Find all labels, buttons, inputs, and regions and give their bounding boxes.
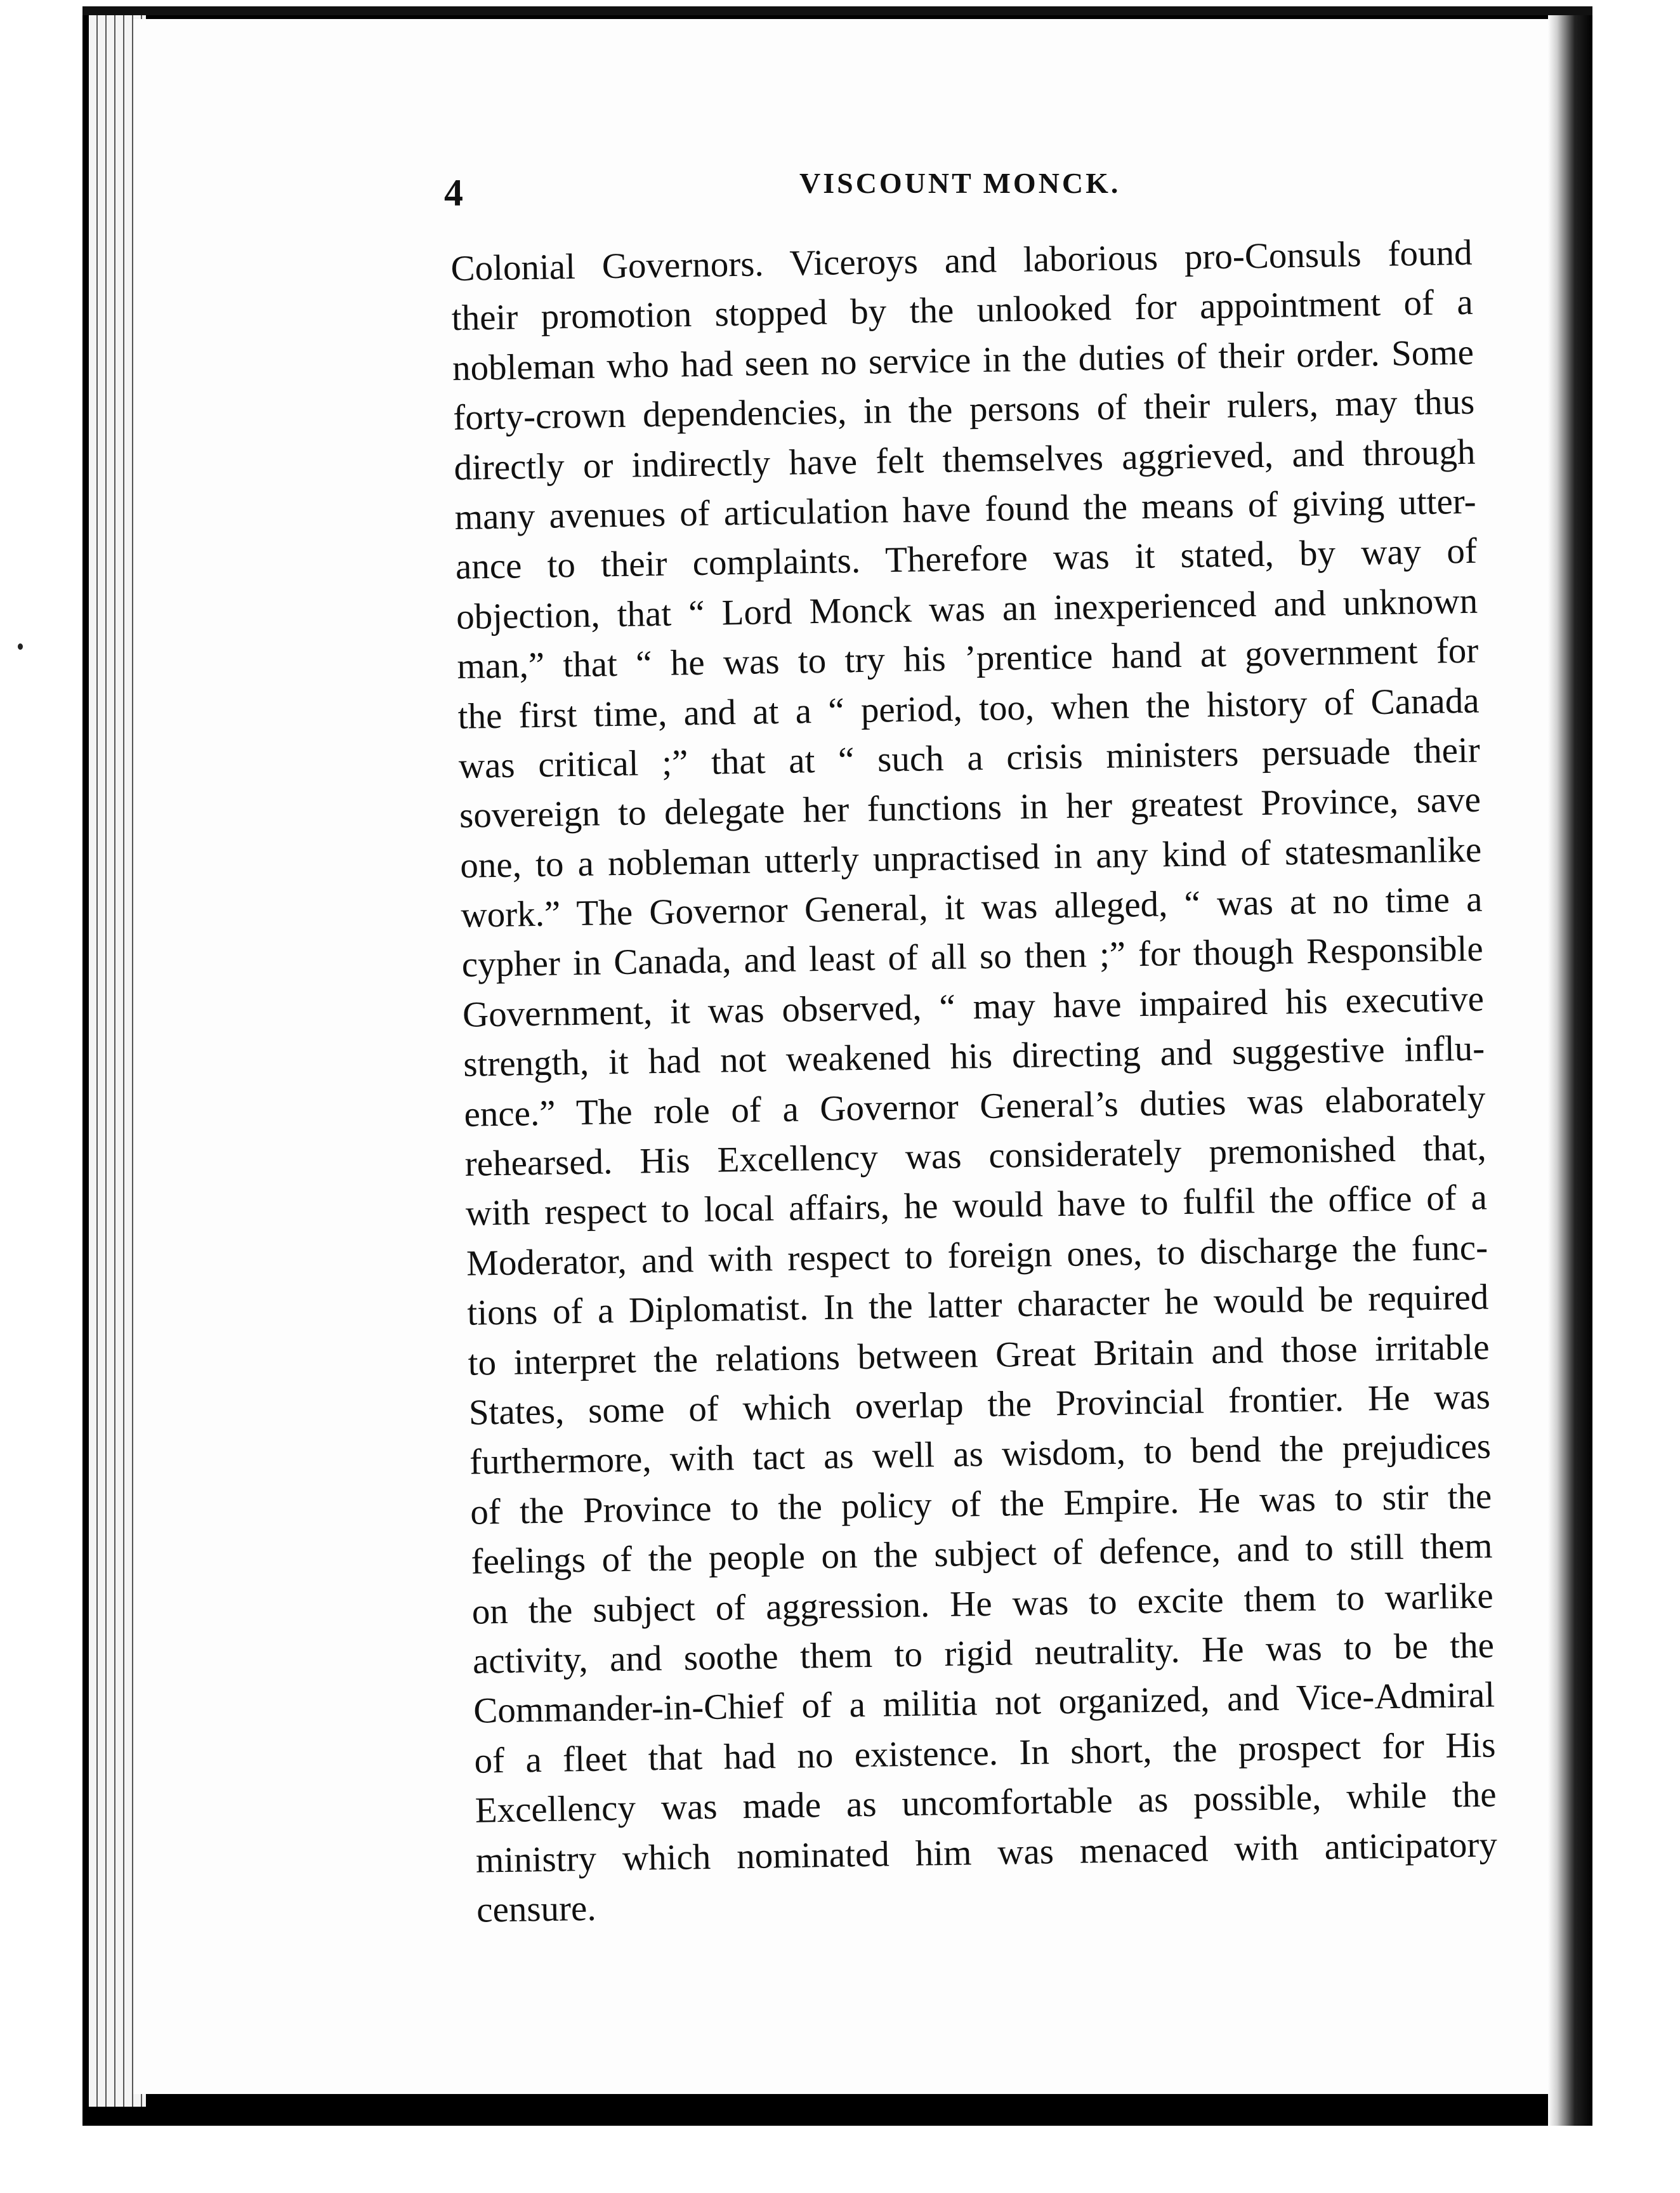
text-line: directly or indirectly have felt themselves aggrieved, and through [454, 431, 1476, 488]
text-line: tions of a Diplomatist. In the latter character he would be required [466, 1277, 1489, 1333]
text-line: cypher in Canada, and least of all so then ;” for though Responsible [461, 929, 1484, 985]
text-line: ence.” The role of a Governor General’s duties was elaborately [464, 1078, 1486, 1135]
text-line: strength, it had not weakened his directing and suggestive influ- [463, 1028, 1485, 1085]
running-title: VISCOUNT MONCK. [799, 167, 1121, 199]
text-line: activity, and soothe them to rigid neutrality. He was to be the [472, 1625, 1495, 1682]
text-line: censure. [476, 1888, 597, 1930]
scan-speck [18, 643, 23, 650]
text-line: ministry which nominated him was menaced with anticipatory [475, 1824, 1498, 1881]
text-line: States, some of which overlap the Provincial frontier. He was [468, 1376, 1491, 1433]
text-line: furthermore, with tact as well as wisdom, to bend the prejudices [469, 1426, 1492, 1483]
text-line: ance to their complaints. Therefore was it stated, by way of [455, 530, 1478, 588]
text-line: Moderator, and with respect to foreign ones, to discharge the func- [466, 1227, 1488, 1284]
text-line: nobleman who had seen no service in the duties of their order. Some [452, 332, 1474, 388]
text-line: forty-crown dependencies, in the persons of their rulers, may thus [452, 381, 1475, 438]
text-line: on the subject of aggression. He was to excite them to warlike [471, 1575, 1494, 1632]
text-line: their promotion stopped by the unlooked for appointment of a [451, 282, 1474, 339]
text-line: to interpret the relations between Great Britain and those irritable [468, 1327, 1490, 1383]
text-line: the first time, and at a “ period, too, when the history of Canada [457, 680, 1480, 737]
text-line: with respect to local affairs, he would have to fulfil the office of a [465, 1177, 1488, 1234]
text-line: Commander-in-Chief of a militia not organized, and Vice-Admiral [473, 1675, 1495, 1732]
text-line: of a fleet that had no existence. In short, the prospect for His [474, 1725, 1496, 1781]
text-line: rehearsed. His Excellency was considerately premonished that, [464, 1128, 1487, 1184]
text-line: work.” The Governor General, it was alleged, “ was at no time a [461, 879, 1483, 935]
body-text [450, 228, 1499, 1935]
text-line: Government, it was observed, “ may have impaired his executive [462, 978, 1485, 1035]
page-binding-shadow [1548, 6, 1592, 2126]
page-number: 4 [444, 172, 463, 214]
text-line: sovereign to delegate her functions in her greatest Province, save [459, 779, 1481, 836]
text-line: was critical ;” that at “ such a crisis ministers persuade their [458, 730, 1481, 786]
text-line: man,” that “ he was to try his ’prentice hand at government for [456, 630, 1479, 687]
text-line: objection, that “ Lord Monck was an inexperienced and unknown [456, 581, 1478, 637]
top-scan-border [82, 6, 1592, 15]
text-line: of the Province to the policy of the Empire. He was to stir the [469, 1476, 1492, 1532]
text-line: Excellency was made as uncomfortable as possible, while the [475, 1774, 1497, 1831]
text-line: many avenues of articulation have found the means of giving utter- [454, 481, 1477, 537]
text-line: feelings of the people on the subject of defence, and to still them [471, 1525, 1493, 1582]
text-line: one, to a nobleman utterly unpractised in any kind of statesmanlike [459, 829, 1482, 886]
text-line: Colonial Governors. Viceroys and laborious pro-Consuls found [450, 232, 1473, 289]
